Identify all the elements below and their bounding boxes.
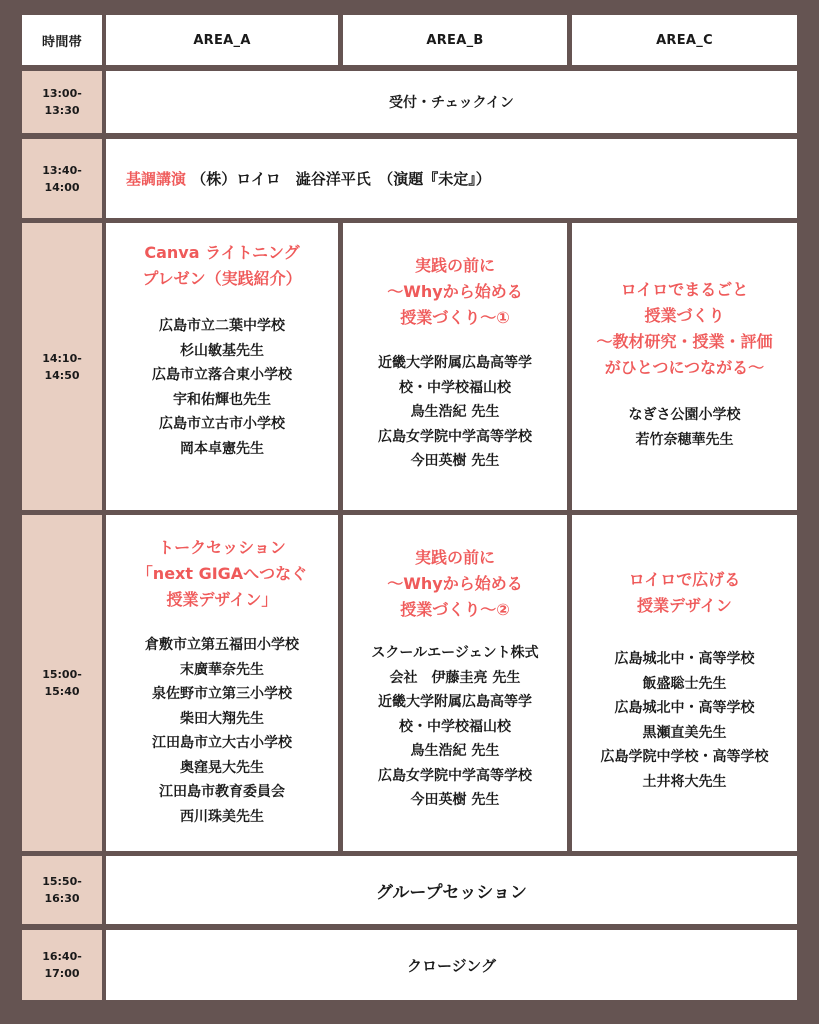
time-start: 16:40-: [42, 950, 82, 963]
title-line: がひとつにつながる〜: [604, 358, 765, 377]
time-start: 15:00-: [42, 668, 82, 681]
speaker-line: 江田島市教育委員会: [159, 784, 285, 800]
header-time-label: 時間帯: [42, 34, 82, 50]
title-line: 授業づくり: [644, 306, 725, 325]
header-area-c-label: AREA_C: [656, 32, 713, 48]
speaker-line: 杉山敏基先生: [180, 342, 264, 359]
session-cell-a: [106, 515, 338, 851]
time-start: 13:40-: [42, 163, 82, 177]
speaker-line: 西川珠美先生: [180, 808, 264, 825]
time-start: 15:50-: [42, 875, 82, 888]
title-line: Canva ライトニング: [144, 243, 300, 262]
reception-cell: [106, 71, 797, 133]
speaker-line: 校・中学校福山校: [399, 379, 511, 396]
speaker-line: なぎさ公園小学校: [628, 407, 741, 423]
time-cell: [22, 223, 102, 510]
speaker-line: 広島市立二葉中学校: [159, 318, 285, 334]
keynote-cell: [106, 139, 797, 218]
speaker-line: 広島女学院中学高等学校: [378, 428, 532, 445]
session-title: [387, 253, 522, 331]
speaker-line: 鳥生浩紀 先生: [410, 743, 500, 759]
speaker-line: 近畿大学附属広島高等学: [378, 355, 532, 371]
title-line: 「next GIGAへつなぐ: [136, 564, 308, 583]
speaker-list: [371, 641, 538, 813]
header-area-b-label: AREA_B: [426, 32, 484, 48]
time-cell: [22, 856, 102, 924]
time-start: 14:10-: [42, 351, 82, 365]
speaker-list: [601, 647, 769, 794]
speaker-line: 土井将大先生: [642, 773, 727, 790]
time-cell: [22, 139, 102, 218]
session-title: [629, 567, 741, 619]
speaker-line: 広島市立古市小学校: [159, 416, 285, 432]
speaker-line: 広島市立落合東小学校: [152, 367, 292, 383]
title-line: 授業づくり〜②: [400, 600, 510, 619]
header-area-a-label: AREA_A: [193, 32, 251, 48]
speaker-line: 柴田大翔先生: [180, 710, 264, 727]
title-line: 実践の前に: [414, 548, 495, 567]
time-end: 17:00: [44, 967, 80, 980]
speaker-list: [629, 403, 741, 452]
session-cell-b: [343, 223, 567, 510]
speaker-line: 会社 伊藤圭亮 先生: [389, 669, 521, 686]
time-end: 14:00: [44, 180, 80, 194]
title-line: 〜Whyから始める: [387, 282, 523, 301]
title-line: ロイロでまるごと: [620, 280, 749, 299]
session-title: [142, 240, 301, 292]
session-cell-c: [572, 223, 797, 510]
time-end: 16:30: [44, 892, 80, 905]
header-time-cell: [22, 15, 102, 65]
time-end: 14:50: [44, 368, 80, 382]
speaker-line: 岡本卓憲先生: [180, 440, 264, 457]
group-session-text: グループセッション: [375, 882, 528, 903]
title-line: 授業デザイン」: [166, 590, 278, 609]
keynote-text: （株）ロイロ 澁谷洋平氏 （演題『未定』）: [191, 170, 491, 188]
group-session-cell: [106, 856, 797, 924]
speaker-line: 末廣華奈先生: [180, 661, 264, 678]
speaker-line: 鳥生浩紀 先生: [410, 404, 500, 420]
speaker-line: 校・中学校福山校: [398, 718, 511, 735]
title-line: 実践の前に: [414, 256, 495, 275]
session-cell-c: [572, 515, 797, 851]
time-end: 15:40: [44, 685, 80, 698]
title-line: 〜Whyから始める: [387, 574, 523, 593]
speaker-list: [378, 351, 532, 474]
session-title: [387, 545, 522, 623]
title-line: 授業デザイン: [637, 596, 732, 615]
time-cell: [22, 515, 102, 851]
title-line: 授業づくり〜①: [400, 308, 510, 327]
time-end: 13:30: [44, 104, 80, 117]
session-cell-a: [106, 223, 338, 510]
reception-text: 受付・チェックイン: [389, 95, 514, 111]
header-area-a: [106, 15, 338, 65]
speaker-line: 広島城北中・高等学校: [614, 651, 755, 667]
header-area-b: [343, 15, 567, 65]
session-title: [137, 535, 307, 613]
speaker-line: 泉佐野市立第三小学校: [152, 686, 292, 702]
speaker-list: [145, 633, 299, 829]
speaker-line: 黒瀬直美先生: [642, 724, 727, 741]
speaker-line: 江田島市立大古小学校: [152, 735, 292, 751]
closing-text: クロージング: [406, 956, 497, 975]
speaker-line: 今田英樹 先生: [410, 453, 500, 469]
speaker-line: スクールエージェント株式: [371, 645, 539, 661]
keynote-line: [126, 168, 491, 189]
title-line: トークセッション: [158, 538, 286, 557]
closing-cell: [106, 930, 797, 1000]
speaker-line: 今田英樹 先生: [410, 792, 500, 808]
session-cell-b: [343, 515, 567, 851]
speaker-line: 近畿大学附属広島高等学: [377, 694, 532, 710]
speaker-line: 飯盛聡士先生: [642, 675, 727, 692]
speaker-line: 若竹奈穂華先生: [635, 431, 734, 448]
keynote-label: 基調講演: [126, 170, 187, 188]
session-title: [596, 277, 772, 381]
speaker-line: 奥窪晃大先生: [180, 759, 264, 776]
time-cell: [22, 930, 102, 1000]
time-cell: [22, 71, 102, 133]
speaker-line: 宇和佑輝也先生: [173, 391, 271, 408]
title-line: ロイロで広げる: [628, 570, 741, 589]
title-line: 〜教材研究・授業・評価: [596, 332, 773, 351]
time-start: 13:00-: [42, 87, 82, 100]
title-line: プレゼン（実践紹介）: [142, 269, 302, 288]
speaker-list: [152, 314, 292, 461]
header-area-c: [572, 15, 797, 65]
speaker-line: 広島城北中・高等学校: [614, 700, 755, 716]
speaker-line: 広島女学院中学高等学校: [377, 767, 532, 784]
speaker-line: 広島学院中学校・高等学校: [600, 749, 769, 765]
speaker-line: 倉敷市立第五福田小学校: [145, 637, 299, 653]
